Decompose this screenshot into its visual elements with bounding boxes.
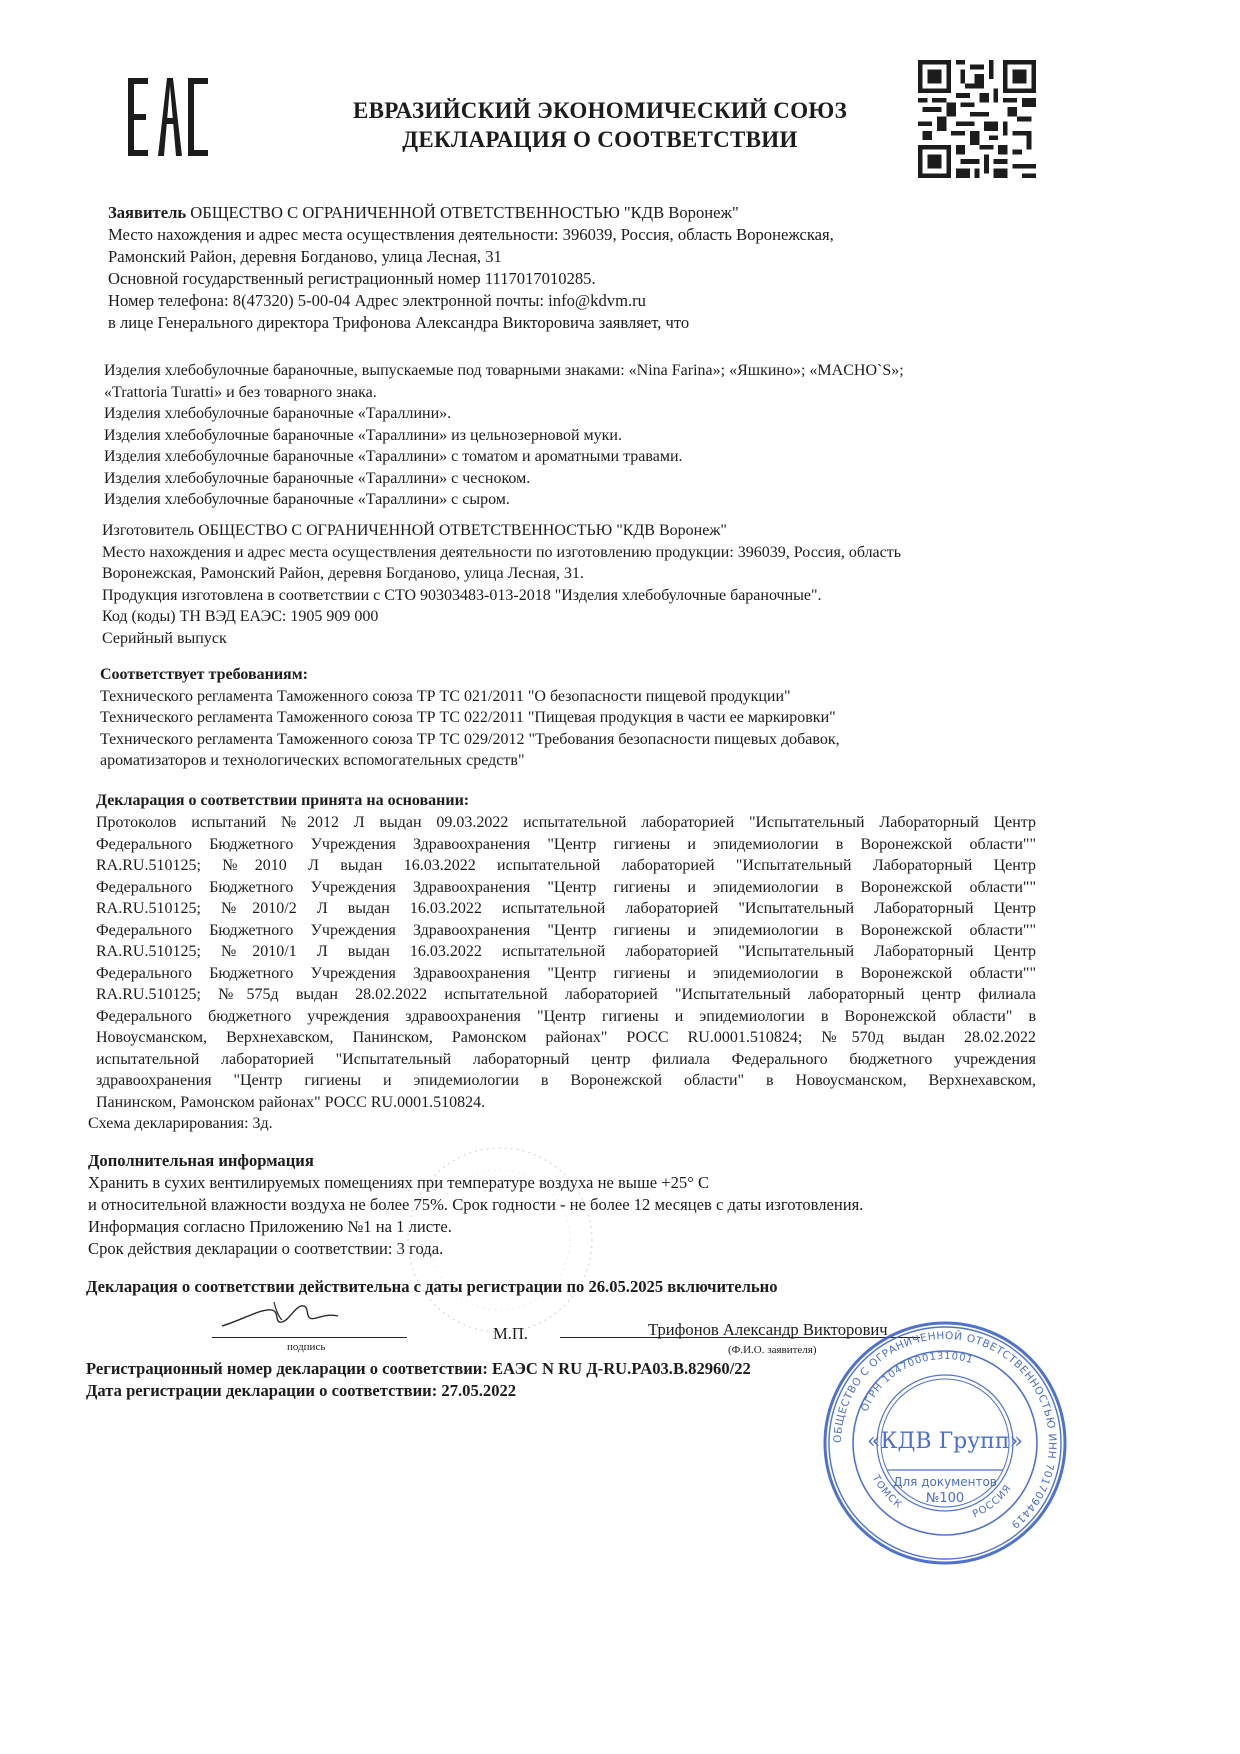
product-line: Изделия хлебобулочные бараночные «Тараллини» с томатом и ароматными травами.: [104, 448, 683, 465]
manufacturer-hs-code: Код (коды) ТН ВЭД ЕАЭС: 1905 909 000: [102, 608, 379, 625]
additional-line: Информация согласно Приложению №1 на 1 листе.: [88, 1217, 452, 1236]
manufacturer-address-line: Место нахождения и адрес места осуществления деятельности по изготовлению продукции: 396039, Россия, область: [102, 543, 902, 561]
stamp-outer-text: ОБЩЕСТВО С ОГРАНИЧЕННОЙ ОТВЕТСТВЕННОСТЬЮ ИНН 7017094419: [831, 1329, 1059, 1531]
eac-mark-icon: [128, 78, 210, 156]
basis-line: Федерального Бюджетного Учреждения Здравоохранения "Центр гигиены и эпидемиологии в Воронежской области"": [96, 878, 1036, 896]
basis-scheme-wrap: [88, 1113, 273, 1135]
declaration-title: ДЕКЛАРАЦИЯ О СООТВЕТСТВИИ: [402, 127, 798, 152]
product-line: «Trattoria Turatti» и без товарного знака.: [104, 383, 377, 401]
basis-line: RA.RU.510125; №2010 Л выдан 16.03.2022 испытательной лабораторией "Испытательный Лабораторный Центр: [96, 857, 1036, 874]
product-line: Изделия хлебобулочные бараночные, выпускаемые под товарными знаками: «Nina Farina»; «Яшкино»; «MACHO`S»;: [104, 362, 904, 379]
basis-line: RA.RU.510125; №575д выдан 28.02.2022 испытательной лабораторией "Испытательный лабораторный центр филиала: [96, 986, 1036, 1003]
basis-line: Федерального Бюджетного Учреждения Здравоохранения "Центр гигиены и эпидемиологии в Воронежской области"": [96, 964, 1036, 982]
signature-caption: подпись: [287, 1341, 326, 1353]
basis-line: Федерального Бюджетного Учреждения Здравоохранения "Центр гигиены и эпидемиологии в Воронежской области"": [96, 921, 1036, 939]
product-line: Изделия хлебобулочные бараночные «Тараллини» с сыром.: [104, 491, 510, 508]
union-title: ЕВРАЗИЙСКИЙ ЭКОНОМИЧЕСКИЙ СОЮЗ: [352, 98, 848, 123]
requirement-line: Технического регламента Таможенного союза ТР ТС 022/2011 "Пищевая продукция в части ее маркировки": [100, 709, 836, 726]
basis-line: Новоусманском, Верхнехавском, Панинском, Рамонском районах" РОСС RU.0001.510824; №570д выдан 28.02.2022: [96, 1029, 1036, 1046]
manufacturer-release-type: Серийный выпуск: [102, 629, 227, 647]
requirement-line: Технического регламента Таможенного союза ТР ТС 021/2011 "О безопасности пищевой продукции": [100, 687, 791, 705]
basis-line: здравоохранения "Центр гигиены и эпидемиологии в Воронежской области" в Новоусманском, Верхнехавском,: [96, 1072, 1036, 1089]
stamp-number: №100: [925, 1491, 965, 1506]
applicant-name: ОБЩЕСТВО С ОГРАНИЧЕННОЙ ОТВЕТСТВЕННОСТЬЮ "КДВ Воронеж": [186, 203, 739, 222]
additional-heading: Дополнительная информация: [88, 1151, 314, 1170]
requirements-section: [100, 664, 840, 772]
requirements-heading: Соответствует требованиям:: [100, 666, 308, 683]
product-line: Изделия хлебобулочные бараночные «Тараллини».: [104, 405, 452, 422]
manufacturer-standard: Продукция изготовлена в соответствии с СТО 90303483-013-2018 "Изделия хлебобулочные бараночные".: [102, 586, 822, 604]
requirement-line: ароматизаторов и технологических вспомогательных средств": [100, 752, 525, 769]
stamp-purpose: Для документов: [893, 1475, 997, 1489]
validity-line: Декларация о соответствии действительна с даты регистрации по 26.05.2025 включительно: [86, 1277, 778, 1296]
applicant-section: [108, 202, 834, 334]
products-section: [104, 360, 904, 511]
registration-number: Регистрационный номер декларации о соответствии: ЕАЭС N RU Д-RU.PA03.B.82960/22: [86, 1359, 751, 1378]
manufacturer-section: [102, 520, 901, 649]
stamp-company: «КДВ Групп»: [867, 1429, 1023, 1454]
basis-heading-wrap: [96, 790, 469, 812]
basis-line: Панинском, Рамонском районах" РОСС RU.0001.510824.: [96, 1093, 486, 1111]
applicant-address-line: Место нахождения и адрес места осуществления деятельности: 396039, Россия, область Воронежская,: [108, 225, 834, 244]
signature-line: [212, 1337, 407, 1338]
applicant-ogrn: Основной государственный регистрационный номер 1117017010285.: [108, 269, 596, 288]
registration-section: [86, 1358, 751, 1402]
applicant-contacts: Номер телефона: 8(47320) 5-00-04 Адрес электронной почты: info@kdvm.ru: [108, 291, 646, 310]
stamp-city: ТОМСК: [869, 1473, 905, 1512]
stamp-country: РОССИЯ: [971, 1482, 1015, 1521]
basis-section: [96, 812, 1036, 1113]
registration-date: Дата регистрации декларации о соответствии: 27.05.2022: [86, 1381, 517, 1400]
signer-name: Трифонов Александр Викторович: [648, 1320, 888, 1339]
handwritten-signature: [212, 1296, 342, 1336]
applicant-representative: в лице Генерального директора Трифонова Александра Викторовича заявляет, что: [108, 313, 690, 332]
applicant-address-line: Рамонский Район, деревня Богданово, улица Лесная, 31: [108, 247, 502, 266]
requirement-line: Технического регламента Таможенного союза ТР ТС 029/2012 "Требования безопасности пищевых добавок,: [100, 730, 840, 748]
basis-line: RA.RU.510125; №2010/1 Л выдан 16.03.2022 испытательной лабораторией "Испытательный Лабораторный Центр: [96, 943, 1036, 960]
basis-line: RA.RU.510125; №2010/2 Л выдан 16.03.2022 испытательной лабораторией "Испытательный Лабораторный Центр: [96, 900, 1036, 917]
applicant-label: Заявитель: [108, 203, 187, 222]
manufacturer-address-line: Воронежская, Рамонский Район, деревня Богданово, улица Лесная, 31.: [102, 565, 584, 582]
product-line: Изделия хлебобулочные бараночные «Тараллини» с чесноком.: [104, 469, 531, 487]
declaration-scheme: Схема декларирования: 3д.: [88, 1115, 273, 1132]
basis-line: испытательной лабораторией "Испытательный лабораторный центр филиала Федерального бюджетного учреждения: [96, 1050, 1036, 1068]
basis-heading: Декларация о соответствии принята на основании:: [96, 792, 470, 809]
manufacturer-name: Изготовитель ОБЩЕСТВО С ОГРАНИЧЕННОЙ ОТВЕТСТВЕННОСТЬЮ "КДВ Воронеж": [102, 522, 727, 539]
signer-caption: (Ф.И.О. заявителя): [728, 1344, 817, 1356]
seal-placeholder: М.П.: [493, 1324, 529, 1343]
additional-line: Хранить в сухих вентилируемых помещениях при температуре воздуха не выше +25° С: [88, 1173, 710, 1192]
additional-line: и относительной влажности воздуха не более 75%. Срок годности - не более 12 месяцев с даты изготовления.: [88, 1195, 864, 1214]
product-line: Изделия хлебобулочные бараночные «Тараллини» из цельнозерновой муки.: [104, 426, 622, 444]
basis-line: Федерального бюджетного учреждения здравоохранения "Центр гигиены и эпидемиологии в Воронежской области" в: [96, 1007, 1036, 1025]
faint-stamp-impression: [380, 1140, 640, 1340]
basis-line: Протоколов испытаний №2012 Л выдан 09.03.2022 испытательной лабораторией "Испытательный Лабораторный Центр: [96, 814, 1036, 831]
stamp-inner-text: ОГРН 1047000131001: [859, 1350, 975, 1414]
basis-line: Федерального Бюджетного Учреждения Здравоохранения "Центр гигиены и эпидемиологии в Воронежской области"": [96, 835, 1036, 853]
additional-line: Срок действия декларации о соответствии: 3 года.: [88, 1239, 444, 1258]
company-stamp: [822, 1320, 1068, 1566]
applicant-line: [108, 202, 834, 224]
